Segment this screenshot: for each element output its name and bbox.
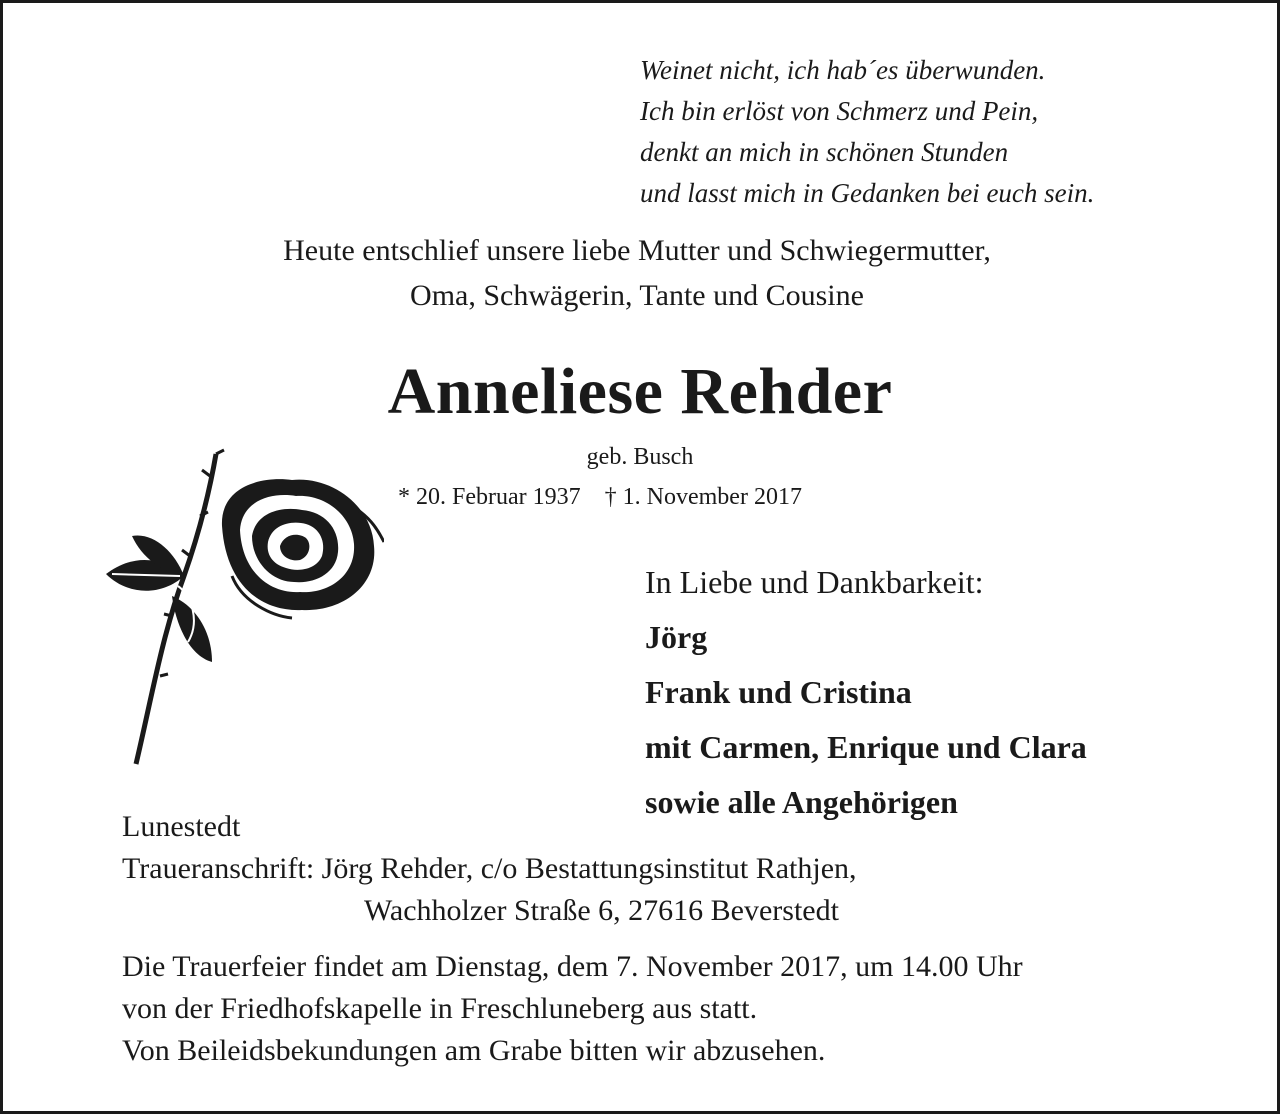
maiden-name: geb. Busch <box>586 444 694 470</box>
intro-line: Oma, Schwägerin, Tante und Cousine <box>410 279 864 312</box>
rose-icon <box>92 446 384 768</box>
poem-line: Ich bin erlöst von Schmerz und Pein, <box>640 96 1039 126</box>
mourner-line: sowie alle Angehörigen <box>645 784 958 820</box>
poem-line: Weinet nicht, ich hab´es überwunden. <box>640 55 1046 85</box>
poem <box>640 50 1094 214</box>
life-dates <box>398 480 802 514</box>
deceased-name: Anneliese Rehder <box>387 355 893 428</box>
service-line: Die Trauerfeier findet am Dienstag, dem 7. November 2017, um 14.00 Uhr <box>122 950 1023 983</box>
intro-line: Heute entschlief unsere liebe Mutter und Schwiegermutter, <box>283 234 991 267</box>
poem-line: und lasst mich in Gedanken bei euch sein. <box>640 178 1095 208</box>
mourner-line: Jörg <box>645 619 708 655</box>
poem-line: denkt an mich in schönen Stunden <box>640 137 1009 167</box>
mourner-line: Frank und Cristina <box>645 674 912 710</box>
intro-text <box>0 228 1280 318</box>
mourner-line: mit Carmen, Enrique und Clara <box>645 729 1087 765</box>
mourning-address-line2: Wachholzer Straße 6, 27616 Beverstedt <box>364 894 839 927</box>
thanks-block <box>645 555 1087 830</box>
thanks-heading: In Liebe und Dankbarkeit: <box>645 564 984 600</box>
place-name: Lunestedt <box>122 810 241 843</box>
service-line: von der Friedhofskapelle in Freschluneberg aus statt. <box>122 992 758 1025</box>
service-info <box>122 946 1023 1072</box>
service-line: Von Beileidsbekundungen am Grabe bitten wir abzusehen. <box>122 1034 826 1067</box>
death-date: † 1. November 2017 <box>604 484 802 510</box>
mourning-address-line1: Traueranschrift: Jörg Rehder, c/o Bestattungsinstitut Rathjen, <box>122 852 857 885</box>
birth-date: * 20. Februar 1937 <box>398 484 581 510</box>
